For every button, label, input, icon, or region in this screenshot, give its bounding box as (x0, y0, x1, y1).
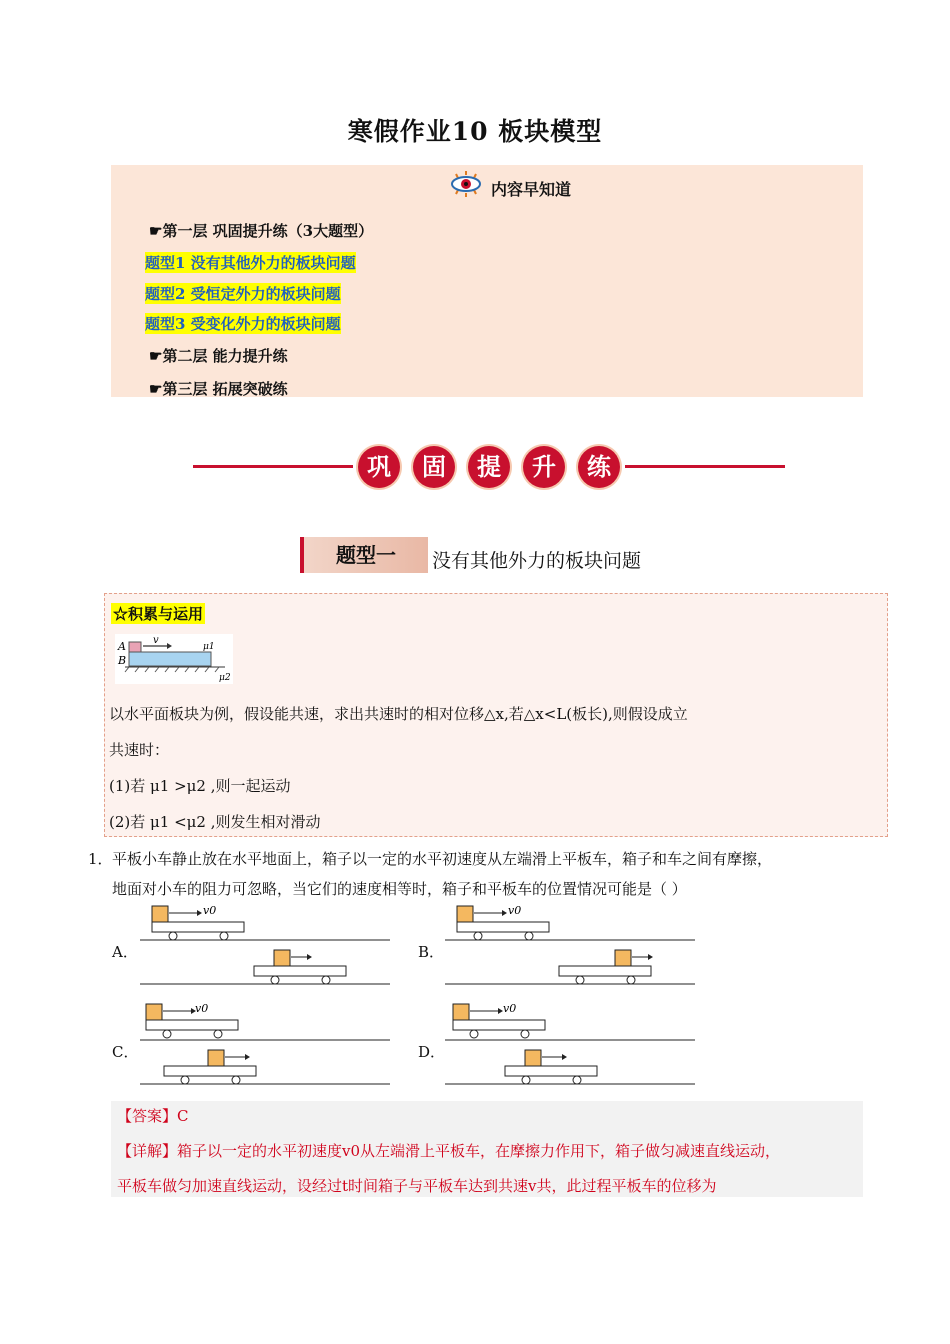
answer-line: 【答案】C (117, 1107, 189, 1125)
page-title: 寒假作业10 板块模型 (347, 117, 603, 146)
accumulate-line-3: (1)若 μ1 >μ2 ,则一起运动 (109, 777, 291, 795)
banner-char-4: 升 (523, 446, 565, 488)
eye-icon (448, 169, 484, 199)
banner-line-left (193, 465, 353, 468)
v0-label-c: v0 (195, 1002, 209, 1015)
v0-label-b: v0 (508, 904, 522, 917)
explanation-line-2: 平板车做匀加速直线运动，设经过t时间箱子与平板车达到共速v共，此过程平板车的位移为 (117, 1177, 717, 1195)
toc-item-layer3[interactable]: ☛第三层 拓展突破练 (149, 380, 288, 398)
toc-item-layer1[interactable]: ☛第一层 巩固提升练（3大题型） (149, 222, 374, 240)
section-tag: 题型一 (300, 537, 428, 573)
option-d-label[interactable]: D． (418, 1043, 446, 1061)
question-number: 1． (88, 850, 113, 868)
v0-label-d: v0 (503, 1002, 517, 1015)
toc-item-layer2[interactable]: ☛第二层 能力提升练 (149, 347, 288, 365)
label-v: v (153, 635, 159, 646)
banner-char-5: 练 (578, 446, 620, 488)
option-b-figure[interactable] (445, 900, 695, 988)
label-a: A (118, 640, 126, 653)
banner-char-3: 提 (468, 446, 510, 488)
answer-box (111, 1101, 863, 1197)
banner-char-1: 巩 (358, 446, 400, 488)
toc-panel (111, 165, 863, 397)
toc-item-type3[interactable]: 题型3 受变化外力的板块问题 (145, 315, 341, 333)
option-a-figure[interactable] (140, 900, 390, 988)
section-title: 没有其他外力的板块问题 (432, 550, 642, 572)
toc-item-type2[interactable]: 题型2 受恒定外力的板块问题 (145, 285, 341, 303)
accumulate-line-2: 共速时： (109, 741, 170, 759)
toc-header: 内容早知道 (491, 180, 572, 199)
accumulate-line-1: 以水平面板块为例，假设能共速，求出共速时的相对位移△x,若△x<L(板长),则假设成立 (109, 705, 688, 723)
label-mu2: μ2 (219, 673, 231, 683)
label-b: B (118, 654, 127, 667)
accumulate-box (104, 593, 888, 837)
accumulate-line-4: (2)若 μ1 <μ2 ,则发生相对滑动 (109, 813, 321, 831)
label-mu1: μ1 (203, 642, 215, 652)
option-d-figure[interactable] (445, 1000, 695, 1088)
option-a-label[interactable]: A． (112, 943, 138, 961)
explanation-line-1: 【详解】箱子以一定的水平初速度v0从左端滑上平板车，在摩擦力作用下，箱子做匀减速直线运动， (117, 1142, 781, 1160)
question-line-2: 地面对小车的阻力可忽略，当它们的速度相等时，箱子和平板车的位置情况可能是（ ） (112, 880, 687, 898)
banner-line-right (625, 465, 785, 468)
v0-label-a: v0 (203, 904, 217, 917)
option-c-figure[interactable] (140, 1000, 390, 1088)
question-line-1: 平板小车静止放在水平地面上，箱子以一定的水平初速度从左端滑上平板车，箱子和车之间有摩擦， (112, 850, 773, 868)
option-c-label[interactable]: C． (112, 1043, 139, 1061)
option-b-label[interactable]: B． (418, 943, 445, 961)
plank-block-figure (115, 634, 235, 684)
accumulate-title: ☆积累与运用 (113, 605, 204, 623)
banner-char-2: 固 (413, 446, 455, 488)
toc-item-type1[interactable]: 题型1 没有其他外力的板块问题 (145, 254, 356, 272)
